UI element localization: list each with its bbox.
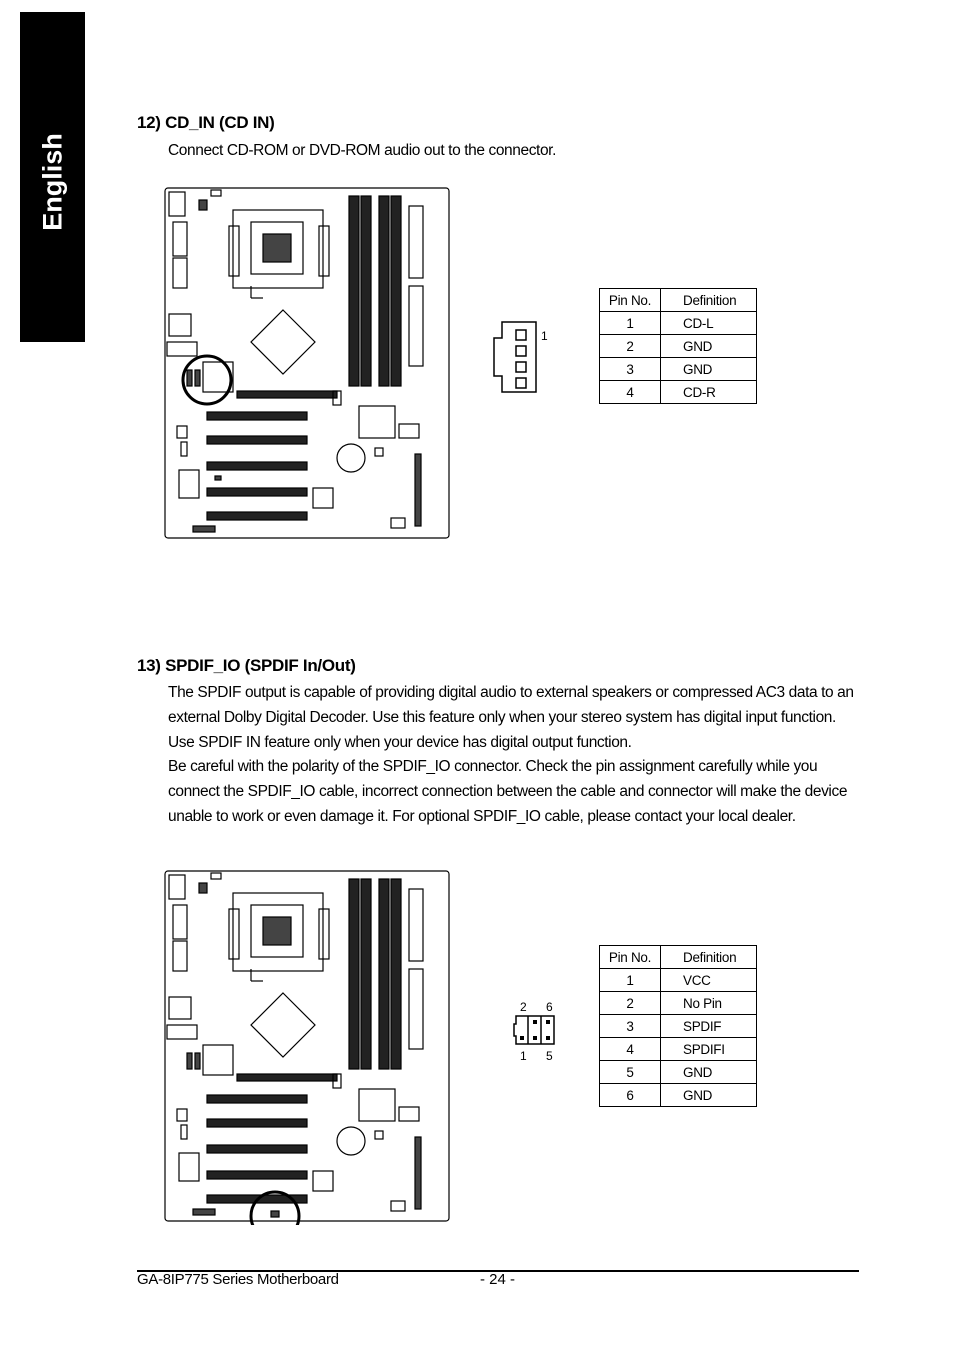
table-row bbox=[600, 335, 757, 358]
page-number: - 24 - bbox=[480, 1271, 516, 1288]
motherboard-diagram-cd-in bbox=[163, 186, 453, 542]
pin-cell: 1 bbox=[600, 312, 661, 335]
definition-cell: GND bbox=[661, 358, 757, 381]
spdif-label-bottom-right: 5 bbox=[546, 1049, 553, 1063]
spdif-heading: 13) SPDIF_IO (SPDIF In/Out) bbox=[137, 656, 356, 675]
spdif-description bbox=[168, 681, 863, 830]
pin-cell: 4 bbox=[600, 1038, 661, 1061]
spdif-pin-table bbox=[599, 945, 757, 1107]
definition-cell: SPDIFI bbox=[661, 1038, 757, 1061]
pin-no-header: Pin No. bbox=[600, 289, 661, 312]
table-row bbox=[600, 1015, 757, 1038]
definition-cell: VCC bbox=[661, 969, 757, 992]
footer-model: GA-8IP775 Series Motherboard bbox=[137, 1271, 339, 1288]
pin-cell: 3 bbox=[600, 1015, 661, 1038]
table-row bbox=[600, 1061, 757, 1084]
spdif-connector-diagram bbox=[512, 998, 562, 1064]
pin-no-header: Pin No. bbox=[600, 946, 661, 969]
definition-cell: GND bbox=[661, 1061, 757, 1084]
table-row bbox=[600, 358, 757, 381]
table-header-row bbox=[600, 289, 757, 312]
spdif-label-bottom-left: 1 bbox=[520, 1049, 527, 1063]
pin-cell: 2 bbox=[600, 335, 661, 358]
definition-cell: No Pin bbox=[661, 992, 757, 1015]
definition-cell: GND bbox=[661, 1084, 757, 1107]
table-row bbox=[600, 969, 757, 992]
spdif-label-top-left: 2 bbox=[520, 1000, 527, 1014]
definition-header: Definition bbox=[661, 289, 757, 312]
spdif-paragraph-1: The SPDIF output is capable of providing digital audio to external speakers or compressed AC3 data to an external Dolby Digital Decoder. Use this feature only when your stereo system has digital input function. Use SPDIF IN feature only when your device has digital output function. bbox=[168, 684, 854, 751]
cd-in-description-text: Connect CD-ROM or DVD-ROM audio out to the connector. bbox=[168, 142, 556, 159]
spdif-label-top-right: 6 bbox=[546, 1000, 553, 1014]
cd-in-connector-diagram bbox=[492, 318, 552, 398]
definition-cell: SPDIF bbox=[661, 1015, 757, 1038]
language-tab-label: English bbox=[37, 133, 67, 231]
definition-cell: CD-R bbox=[661, 381, 757, 404]
spdif-paragraph-2: Be careful with the polarity of the SPDIF_IO connector. Check the pin assignment carefully while you connect the SPDIF_IO cable, incorrect connection between the cable and connector will make the device unable to work or even damage it. For optional SPDIF_IO cable, please contact your local dealer. bbox=[168, 758, 848, 825]
table-header-row bbox=[600, 946, 757, 969]
motherboard-diagram-spdif bbox=[163, 869, 453, 1225]
pin-cell: 2 bbox=[600, 992, 661, 1015]
table-row bbox=[600, 992, 757, 1015]
pin-cell: 5 bbox=[600, 1061, 661, 1084]
cd-in-pin-table bbox=[599, 288, 757, 404]
language-tab bbox=[20, 12, 85, 342]
definition-cell: GND bbox=[661, 335, 757, 358]
table-row bbox=[600, 1084, 757, 1107]
table-row bbox=[600, 1038, 757, 1061]
definition-header: Definition bbox=[661, 946, 757, 969]
definition-cell: CD-L bbox=[661, 312, 757, 335]
pin-cell: 6 bbox=[600, 1084, 661, 1107]
pin-cell: 3 bbox=[600, 358, 661, 381]
cd-in-description bbox=[168, 139, 868, 164]
table-row bbox=[600, 381, 757, 404]
pin-cell: 1 bbox=[600, 969, 661, 992]
cd-in-heading: 12) CD_IN (CD IN) bbox=[137, 113, 275, 132]
table-row bbox=[600, 312, 757, 335]
pin-cell: 4 bbox=[600, 381, 661, 404]
cd-in-pin1-label: 1 bbox=[541, 329, 548, 343]
